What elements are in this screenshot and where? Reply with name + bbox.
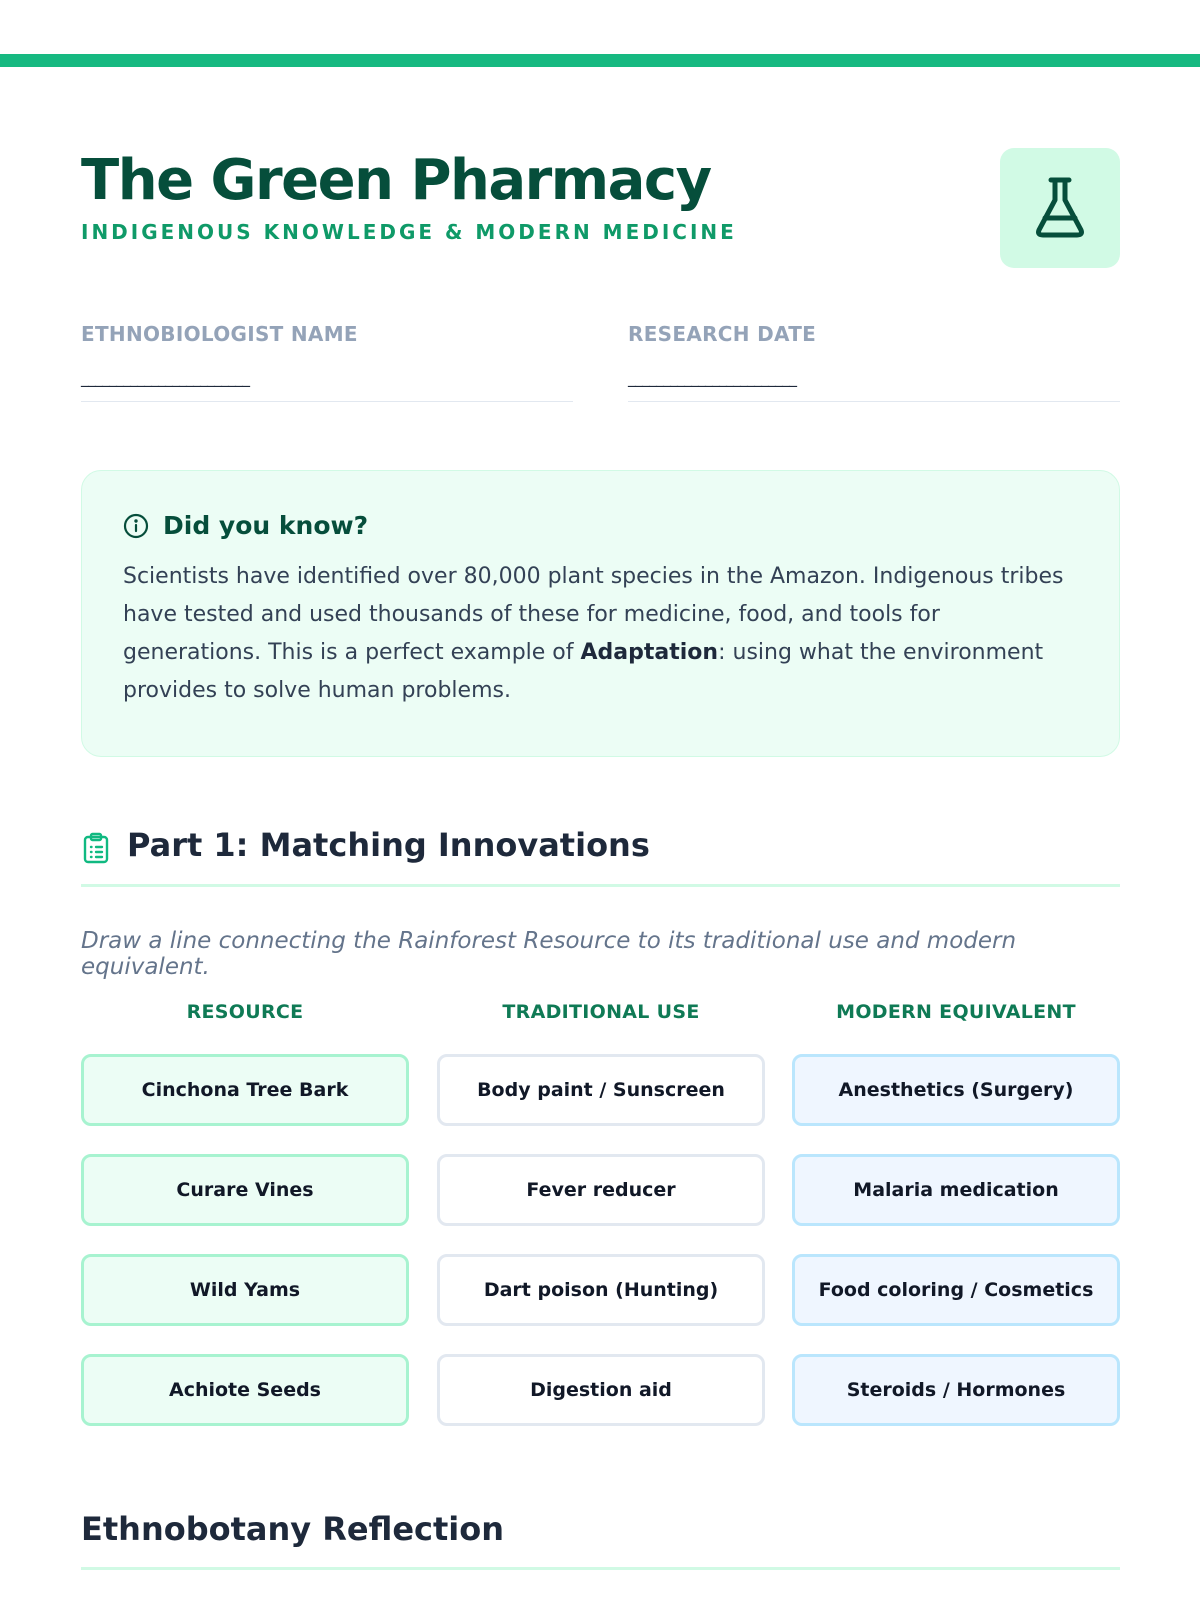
- traditional-use-card[interactable]: Dart poison (Hunting): [437, 1254, 765, 1326]
- callout-keyword: Adaptation: [580, 640, 719, 665]
- part1-header: [81, 822, 1120, 887]
- part1-instructions: Draw a line connecting the Rainforest Resource to its traditional use and modern equivalent.: [81, 928, 1017, 980]
- callout-text: Scientists have identified over 80,000 plant species in the Amazon. Indigenous tribes have tested and used thousands of these for medicine, food, and tools for generations. This is a perfect example of Adaptation: using what the environment provides to solve human problems.: [123, 564, 1064, 703]
- modern-equivalent-card[interactable]: Food coloring / Cosmetics: [792, 1254, 1120, 1326]
- modern-equivalent-card[interactable]: Steroids / Hormones: [792, 1354, 1120, 1426]
- date-field[interactable]: [628, 322, 1120, 402]
- traditional-use-card[interactable]: Body paint / Sunscreen: [437, 1054, 765, 1126]
- part2-title: Ethnobotany Reflection: [81, 1510, 505, 1548]
- date-field-label: RESEARCH DATE: [628, 322, 817, 346]
- student-info-fields: [81, 322, 1120, 402]
- column-header-traditional: TRADITIONAL USE: [502, 1001, 700, 1023]
- page-subtitle: INDIGENOUS KNOWLEDGE & MODERN MEDICINE: [81, 220, 737, 244]
- column-header-modern: MODERN EQUIVALENT: [836, 1001, 1076, 1023]
- top-accent-bar: [0, 54, 1200, 67]
- did-you-know-callout: [81, 470, 1120, 757]
- info-circle-icon: [123, 513, 149, 539]
- name-field[interactable]: [81, 322, 573, 402]
- callout-header: [123, 511, 1079, 540]
- part2-header: [81, 1506, 1120, 1570]
- resource-card[interactable]: Curare Vines: [81, 1154, 409, 1226]
- modern-equivalent-card[interactable]: Malaria medication: [792, 1154, 1120, 1226]
- part1-title: Part 1: Matching Innovations: [127, 826, 650, 864]
- callout-title: Did you know?: [163, 511, 369, 540]
- name-field-line[interactable]: ________________________: [81, 368, 249, 387]
- modern-equivalent-card[interactable]: Anesthetics (Surgery): [792, 1054, 1120, 1126]
- date-field-line[interactable]: ________________________: [628, 368, 796, 387]
- resource-card[interactable]: Cinchona Tree Bark: [81, 1054, 409, 1126]
- page-title: The Green Pharmacy: [81, 148, 711, 213]
- traditional-use-card[interactable]: Digestion aid: [437, 1354, 765, 1426]
- resource-card[interactable]: Achiote Seeds: [81, 1354, 409, 1426]
- clipboard-list-icon: [81, 832, 111, 864]
- resource-card[interactable]: Wild Yams: [81, 1254, 409, 1326]
- column-header-resource: RESOURCE: [186, 1001, 304, 1023]
- logo-badge: [1000, 148, 1120, 268]
- flask-icon: [1032, 176, 1088, 240]
- traditional-use-card[interactable]: Fever reducer: [437, 1154, 765, 1226]
- worksheet-header: [81, 148, 1120, 268]
- name-field-label: ETHNOBIOLOGIST NAME: [81, 322, 358, 346]
